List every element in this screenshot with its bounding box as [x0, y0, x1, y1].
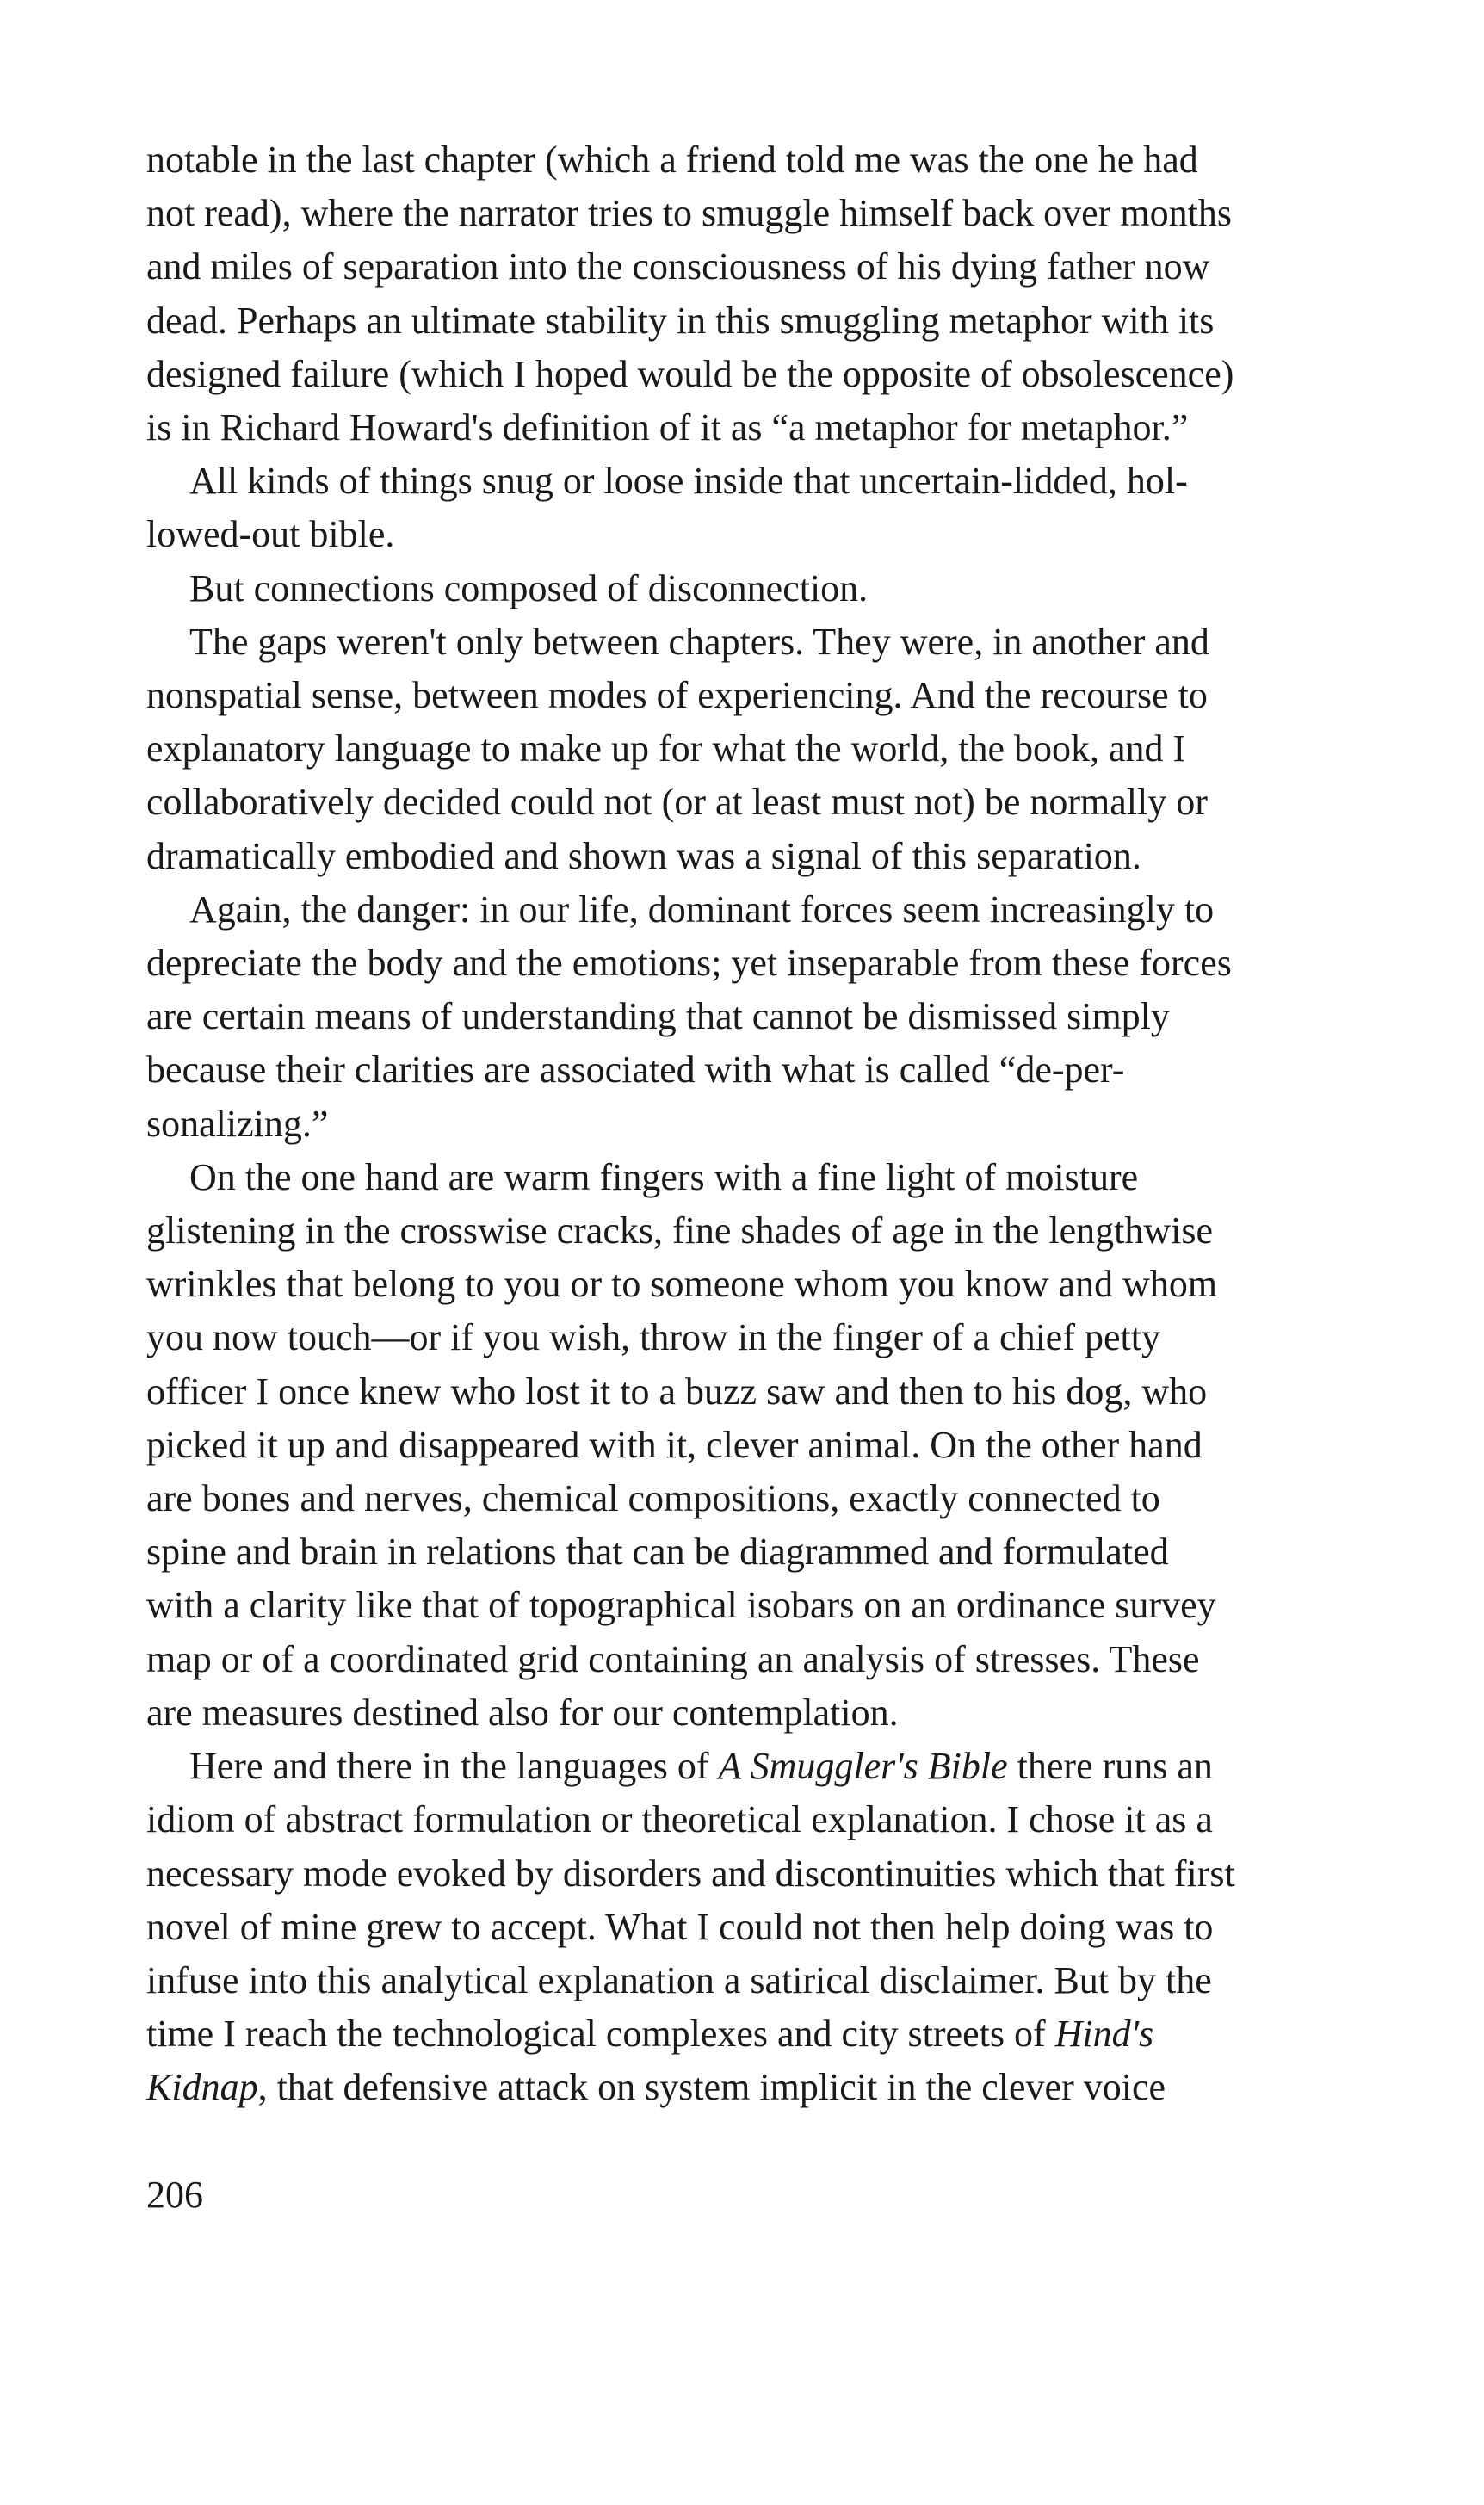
text-run: depreciate the body and the emotions; yet inseparable from these forces [146, 942, 1232, 985]
text-run: dead. Perhaps an ultimate stability in this smuggling metaphor with its [146, 299, 1215, 342]
text-line [146, 1258, 1351, 1311]
text-line [146, 1793, 1351, 1846]
text-run: , that defensive attack on system implicit in the clever voice [257, 2066, 1166, 2109]
text-line [146, 1419, 1351, 1472]
text-line [146, 294, 1351, 348]
text-line [146, 1847, 1351, 1901]
text-line [146, 883, 1351, 937]
text-run: idiom of abstract formulation or theoretical explanation. I chose it as a [146, 1798, 1213, 1841]
text-run: because their clarities are associated with what is called “de-per- [146, 1048, 1125, 1092]
text-line [146, 562, 1351, 615]
text-line [146, 1686, 1351, 1740]
text-run: designed failure (which I hoped would be the opposite of obsolescence) [146, 352, 1234, 395]
text-line [146, 2007, 1351, 2061]
paragraph [146, 615, 1351, 883]
text-run: nonspatial sense, between modes of experiencing. And the recourse to [146, 674, 1208, 717]
text-run: are bones and nerves, chemical compositions, exactly connected to [146, 1477, 1160, 1520]
text-run: sonalizing.” [146, 1102, 329, 1145]
text-line [146, 1579, 1351, 1632]
text-run: there runs an [1007, 1745, 1213, 1788]
text-run: infuse into this analytical explanation a satirical disclaimer. But by the [146, 1958, 1212, 2001]
text-run: lowed-out bible. [146, 513, 395, 556]
text-run: notable in the last chapter (which a friend told me was the one he had [146, 139, 1198, 181]
text-line [146, 455, 1351, 508]
text-run: On the one hand are warm fingers with a fine light of moisture [189, 1155, 1139, 1198]
text-line [146, 187, 1351, 240]
text-line [146, 1525, 1351, 1579]
text-line [146, 1311, 1351, 1364]
text-line [146, 1098, 1351, 1151]
text-line [146, 830, 1351, 883]
text-run: wrinkles that belong to you or to someone whom you know and whom [146, 1263, 1218, 1306]
paragraph [146, 883, 1351, 1151]
text-line [146, 1365, 1351, 1419]
text-line [146, 1043, 1351, 1097]
text-run: glistening in the crosswise cracks, fine shades of age in the lengthwise [146, 1209, 1214, 1252]
text-run: map or of a coordinated grid containing an analysis of stresses. These [146, 1637, 1200, 1680]
text-run: collaboratively decided could not (or at least must not) be normally or [146, 781, 1208, 824]
text-line [146, 401, 1351, 455]
text-line [146, 2061, 1351, 2114]
text-run: and miles of separation into the consciousness of his dying father now [146, 245, 1210, 288]
text-run: A Smuggler's Bible [718, 1745, 1008, 1788]
text-run: novel of mine grew to accept. What I could not then help doing was to [146, 1905, 1214, 1948]
text-line [146, 615, 1351, 669]
text-run: explanatory language to make up for what the world, the book, and I [146, 727, 1186, 770]
text-line [146, 508, 1351, 561]
text-line [146, 937, 1351, 990]
text-line [146, 776, 1351, 829]
text-line [146, 1633, 1351, 1686]
text-line [146, 133, 1351, 187]
text-line [146, 722, 1351, 776]
text-run: you now touch—or if you wish, throw in the finger of a chief petty [146, 1316, 1160, 1359]
paragraph [146, 1740, 1351, 2114]
text-run: picked it up and disappeared with it, clever animal. On the other hand [146, 1423, 1203, 1466]
text-run: are certain means of understanding that cannot be dismissed simply [146, 995, 1170, 1038]
text-line [146, 990, 1351, 1043]
text-run: not read), where the narrator tries to smuggle himself back over months [146, 192, 1232, 235]
text-line [146, 1954, 1351, 2007]
paragraph [146, 562, 1351, 615]
text-run: The gaps weren't only between chapters. They were, in another and [189, 620, 1209, 663]
text-line [146, 1204, 1351, 1258]
text-run: time I reach the technological complexes and city streets of [146, 2013, 1055, 2056]
body-text [146, 133, 1351, 2115]
text-run: officer I once knew who lost it to a buzz saw and then to his dog, who [146, 1370, 1208, 1413]
text-run: dramatically embodied and shown was a signal of this separation. [146, 834, 1141, 877]
text-line [146, 1472, 1351, 1525]
paragraph [146, 455, 1351, 561]
text-run: Again, the danger: in our life, dominant forces seem increasingly to [189, 888, 1215, 931]
text-line [146, 240, 1351, 294]
text-run: Here and there in the languages of [189, 1745, 719, 1788]
page-number: 206 [146, 2174, 203, 2216]
text-run: All kinds of things snug or loose inside that uncertain-lidded, hol- [189, 460, 1188, 503]
text-line [146, 1901, 1351, 1954]
text-run: is in Richard Howard's definition of it as “a metaphor for metaphor.” [146, 406, 1189, 449]
text-run: are measures destined also for our contemplation. [146, 1691, 899, 1734]
text-run: Hind's [1054, 2013, 1154, 2056]
text-line [146, 1151, 1351, 1204]
text-run: necessary mode evoked by disorders and discontinuities which that first [146, 1852, 1235, 1895]
text-line [146, 348, 1351, 401]
paragraph [146, 1151, 1351, 1740]
text-line [146, 1740, 1351, 1793]
paragraph [146, 133, 1351, 455]
text-line [146, 669, 1351, 722]
text-run: with a clarity like that of topographical isobars on an ordinance survey [146, 1584, 1216, 1627]
text-run: Kidnap [146, 2066, 258, 2109]
text-run: But connections composed of disconnection. [189, 566, 869, 609]
text-run: spine and brain in relations that can be diagrammed and formulated [146, 1531, 1169, 1574]
